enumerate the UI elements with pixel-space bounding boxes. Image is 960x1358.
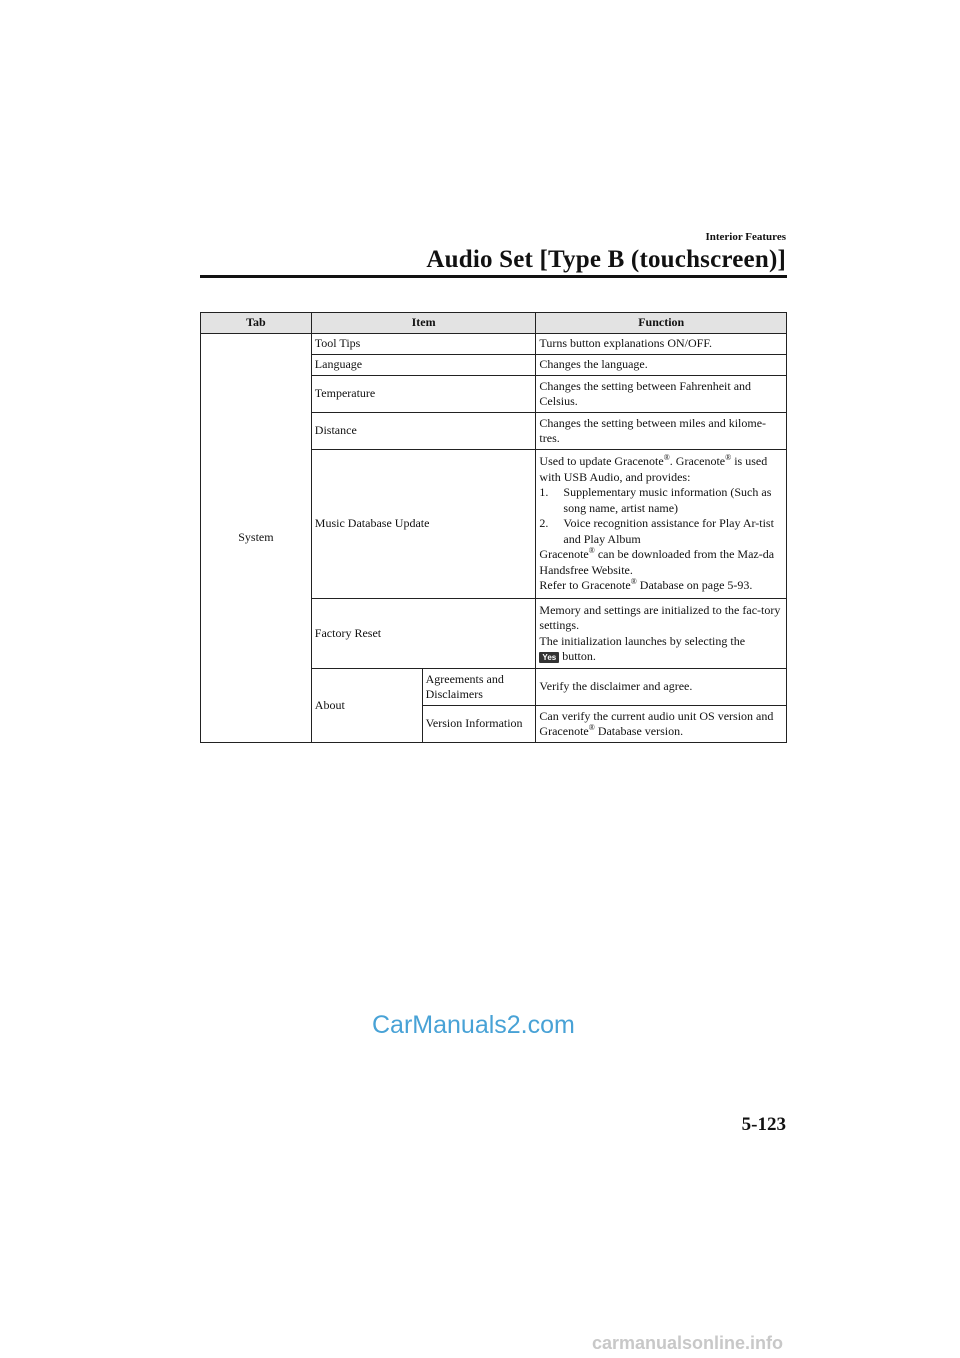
item-cell: Factory Reset — [311, 599, 536, 669]
list-item: 2. Voice recognition assistance for Play Ar-tist and Play Album — [539, 516, 774, 546]
page-number: 5-123 — [741, 1114, 786, 1135]
yes-button-icon: Yes — [539, 652, 559, 663]
watermark-logo: CarManuals2.com — [372, 1011, 575, 1039]
function-line: The initialization launches by selecting the — [539, 633, 746, 648]
footer-site-logo: carmanualsonline.info — [592, 1333, 784, 1353]
function-cell: Can verify the current audio unit OS version and Gracenote® Database version. — [536, 706, 787, 743]
title-rule — [200, 275, 787, 278]
table-header-row — [201, 313, 787, 334]
header-item: Item — [311, 313, 536, 334]
function-cell: Verify the disclaimer and agree. — [536, 669, 787, 706]
section-label: Interior Features — [705, 231, 786, 243]
list-item: 1. Supplementary music information (Such as song name, artist name) — [539, 485, 772, 515]
header-tab: Tab — [201, 313, 312, 334]
table-row — [201, 334, 787, 355]
item-cell: Temperature — [311, 376, 536, 413]
function-cell: Turns button explanations ON/OFF. — [536, 334, 787, 355]
subitem-cell: Agreements and Disclaimers — [422, 669, 536, 706]
page-title: Audio Set [Type B (touchscreen)] — [426, 246, 786, 273]
function-line: Memory and settings are initialized to the fac-tory settings. — [539, 602, 781, 632]
tab-cell-system: System — [201, 334, 312, 743]
function-cell — [536, 450, 787, 599]
item-cell: Music Database Update — [311, 450, 536, 599]
header-function: Function — [536, 313, 787, 334]
function-line: Yes button. — [539, 649, 783, 665]
function-line: Used to update Gracenote®. Gracenote® is used with USB Audio, and provides: — [539, 453, 768, 484]
item-cell: Tool Tips — [311, 334, 536, 355]
item-cell: Language — [311, 355, 536, 376]
function-line: Refer to Gracenote® Database on page 5-93. — [539, 577, 753, 593]
function-cell: Changes the setting between Fahrenheit and Celsius. — [536, 376, 787, 413]
item-cell: About — [311, 669, 422, 743]
subitem-cell: Version Information — [422, 706, 536, 743]
function-line: Gracenote® can be downloaded from the Maz-da Handsfree Website. — [539, 546, 775, 577]
item-cell: Distance — [311, 413, 536, 450]
function-cell: Changes the setting between miles and kilome-tres. — [536, 413, 787, 450]
function-cell — [536, 599, 787, 669]
function-cell: Changes the language. — [536, 355, 787, 376]
settings-table — [200, 312, 787, 743]
